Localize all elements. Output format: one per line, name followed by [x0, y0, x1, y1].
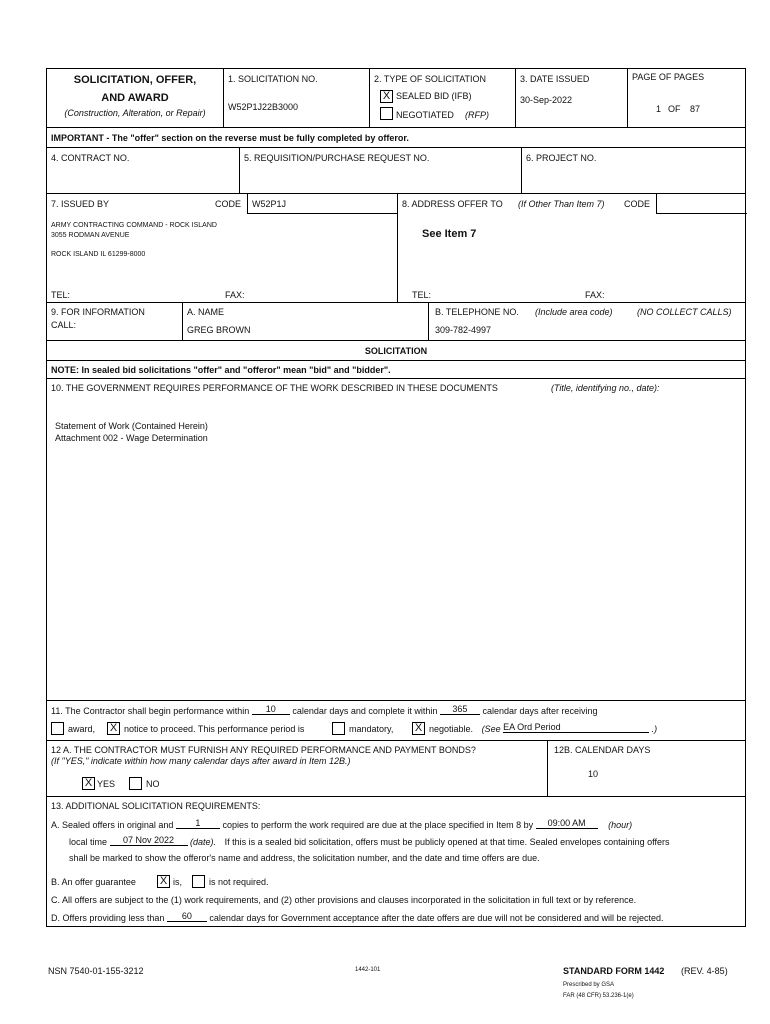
negotiated-checkbox[interactable]	[380, 107, 393, 120]
contact-name-cell	[182, 303, 428, 340]
bid-note: NOTE: In sealed bid solicitations "offer" and "offeror" mean "bid" and "bidder".	[51, 365, 391, 375]
address-offer-value: See Item 7	[422, 228, 477, 240]
item13a-line1	[51, 820, 632, 831]
bonds-yes-checkbox[interactable]: X	[82, 777, 95, 790]
contact-phone-note1: (Include area code)	[535, 307, 613, 317]
mandatory-label: mandatory,	[349, 724, 394, 734]
bonds-no-checkbox[interactable]	[129, 777, 142, 790]
address-offer-label: 8. ADDRESS OFFER TO	[402, 199, 503, 209]
item10-line2: Attachment 002 - Wage Determination	[55, 433, 208, 443]
footer-rev: (REV. 4-85)	[681, 966, 728, 976]
page-number: 1	[656, 104, 662, 114]
item13a-text5: shall be marked to show the offeror's name and address, the solicitation number, and the date and time offers are due.	[69, 853, 540, 863]
negotiated-label: NEGOTIATED	[396, 110, 454, 120]
see-close: .)	[651, 724, 658, 734]
calendar-days-label: 12B. CALENDAR DAYS	[554, 745, 651, 755]
page-total: 87	[690, 104, 701, 114]
item13c-text: C. All offers are subject to the (1) work requirements, and (2) other provisions and clauses incorporated in the solicitation in full text or by reference.	[51, 895, 637, 905]
item11-text1: 11. The Contractor shall begin performance within	[51, 706, 250, 716]
item13d-days[interactable]: 60	[167, 912, 207, 922]
bonds-no-label: NO	[146, 779, 160, 789]
guarantee-is-checkbox[interactable]: X	[157, 875, 170, 888]
issued-code-label: CODE	[215, 199, 242, 209]
footer-form: STANDARD FORM 1442	[563, 966, 665, 976]
issued-by-label: 7. ISSUED BY	[51, 199, 110, 209]
item13-label: 13. ADDITIONAL SOLICITATION REQUIREMENTS:	[51, 801, 261, 811]
footer-code: 1442-101	[355, 967, 381, 973]
item10-line1: Statement of Work (Contained Herein)	[55, 421, 208, 431]
item11-row	[46, 701, 746, 741]
solicitation-heading: SOLICITATION	[364, 346, 428, 356]
address-offer-cell	[397, 194, 746, 302]
sealed-bid-checkbox[interactable]: X	[380, 90, 393, 103]
bonds-yes-label: YES	[97, 779, 116, 789]
see-value[interactable]: EA Ord Period	[503, 723, 649, 733]
item13b-text1: B. An offer guarantee	[51, 877, 136, 887]
address-offer-code-box	[656, 194, 747, 214]
negotiable-checkbox[interactable]: X	[412, 722, 425, 735]
form-title-subtitle: (Construction, Alteration, or Repair)	[64, 108, 206, 118]
page-count-cell	[627, 69, 746, 127]
project-no-label: 6. PROJECT NO.	[526, 153, 597, 163]
issuer-tel-label: TEL:	[51, 290, 71, 300]
contact-phone-value: 309-782-4997	[435, 325, 492, 335]
page-count-label: PAGE OF PAGES	[632, 72, 705, 82]
project-cell	[521, 148, 746, 193]
form-title-line1: SOLICITATION, OFFER,	[73, 74, 197, 86]
contact-phone-note2: (NO COLLECT CALLS)	[637, 307, 732, 317]
item13a-time[interactable]: 09:00 AM	[536, 819, 598, 829]
issued-code-box	[247, 194, 397, 214]
item11-text	[51, 706, 598, 717]
negotiated-rfp: (RFP)	[465, 110, 489, 120]
item12a-note: (If "YES," indicate within how many calendar days after award in Item 12B.)	[51, 756, 351, 766]
solicitation-type-cell	[369, 69, 515, 127]
issuer-address-line1: ARMY CONTRACTING COMMAND - ROCK ISLAND	[51, 222, 217, 229]
mandatory-checkbox[interactable]	[332, 722, 345, 735]
item10-row	[46, 379, 746, 701]
sealed-bid-label: SEALED BID (IFB)	[396, 91, 472, 101]
item13a-text2: copies to perform the work required are due at the place specified in Item 8 by	[222, 820, 534, 830]
item12-row	[46, 741, 746, 797]
item13a-line2	[69, 837, 670, 848]
item13a-text3: local time	[69, 837, 108, 847]
important-row	[46, 128, 746, 148]
item11-begin-days[interactable]: 10	[252, 705, 290, 715]
contact-name-label: A. NAME	[187, 307, 225, 317]
offer-tel-label: TEL:	[412, 290, 432, 300]
address-offer-code-label: CODE	[624, 199, 651, 209]
solicitation-no-cell	[223, 69, 369, 127]
issuer-fax-label: FAX:	[225, 290, 245, 300]
guarantee-is-label: is,	[173, 877, 182, 887]
issued-code-value: W52P1J	[252, 199, 287, 209]
contact-phone-label: B. TELEPHONE NO.	[435, 307, 519, 317]
contract-no-label: 4. CONTRACT NO.	[51, 153, 130, 163]
item12a-label: 12 A. THE CONTRACTOR MUST FURNISH ANY REQUIRED PERFORMANCE AND PAYMENT BONDS?	[51, 745, 476, 755]
note-row	[46, 361, 746, 379]
item13-row	[46, 797, 746, 927]
negotiable-text	[429, 724, 657, 735]
item13a-text1: A. Sealed offers in original and	[51, 820, 174, 830]
item13d-line	[51, 913, 664, 924]
footer-nsn: NSN 7540-01-155-3212	[48, 966, 144, 976]
item13d-text1: D. Offers providing less than	[51, 913, 165, 923]
requisition-cell	[239, 148, 521, 193]
item11-text2: calendar days and complete it within	[292, 706, 438, 716]
calendar-days-cell	[547, 741, 746, 796]
ntp-checkbox[interactable]: X	[107, 722, 120, 735]
solicitation-type-label: 2. TYPE OF SOLICITATION	[374, 74, 487, 84]
solicitation-no-value: W52P1J22B3000	[228, 102, 299, 112]
contact-phone-cell	[428, 303, 746, 340]
issuer-address-line2: 3055 RODMAN AVENUE	[51, 232, 130, 239]
form-title-line2: AND AWARD	[101, 92, 169, 104]
info-call-label-1: 9. FOR INFORMATION	[51, 307, 145, 317]
item13a-hour: (hour)	[608, 820, 633, 830]
item13a-date-note: (date).	[190, 837, 217, 847]
date-issued-cell	[515, 69, 627, 127]
see-label: (See	[481, 724, 501, 734]
requisition-label: 5. REQUISITION/PURCHASE REQUEST NO.	[244, 153, 430, 163]
calendar-days-value: 10	[588, 769, 599, 779]
important-note: IMPORTANT - The "offer" section on the reverse must be fully completed by offeror.	[51, 133, 409, 143]
guarantee-not-checkbox[interactable]	[192, 875, 205, 888]
contract-row	[46, 148, 746, 194]
solicitation-form	[46, 68, 746, 927]
info-call-label-2: CALL:	[51, 320, 77, 330]
item13a-date[interactable]: 07 Nov 2022	[110, 836, 188, 846]
solicitation-heading-row	[46, 341, 746, 361]
item11-complete-days[interactable]: 365	[440, 705, 480, 715]
date-issued-label: 3. DATE ISSUED	[520, 74, 590, 84]
header-row	[46, 68, 746, 128]
ntp-label: notice to proceed. This performance period is	[124, 724, 305, 734]
guarantee-not-label: is not required.	[209, 877, 269, 887]
item13a-text4: If this is a sealed bid solicitation, offers must be publicly opened at that time. Sealed envelopes containing offers	[224, 837, 670, 847]
negotiable-label: negotiable.	[429, 724, 474, 734]
award-label: award,	[68, 724, 96, 734]
footer-far: FAR (48 CFR) 53.236-1(e)	[563, 993, 634, 999]
footer-prescribed: Prescribed by GSA	[563, 982, 615, 988]
address-offer-note: (If Other Than Item 7)	[518, 199, 605, 209]
info-call-row	[46, 303, 746, 341]
award-checkbox[interactable]	[51, 722, 64, 735]
page-of-label: OF	[668, 104, 681, 114]
issued-by-row	[46, 194, 746, 303]
item13d-text2: calendar days for Government acceptance after the date offers are due will not be considered and will be rejected.	[209, 913, 664, 923]
item10-label: 10. THE GOVERNMENT REQUIRES PERFORMANCE OF THE WORK DESCRIBED IN THESE DOCUMENTS	[51, 383, 498, 393]
item10-note: (Title, identifying no., date):	[551, 383, 660, 393]
item13a-copies[interactable]: 1	[176, 819, 220, 829]
date-issued-value: 30-Sep-2022	[520, 95, 573, 105]
contact-name-value: GREG BROWN	[187, 325, 251, 335]
solicitation-no-label: 1. SOLICITATION NO.	[228, 74, 318, 84]
offer-fax-label: FAX:	[585, 290, 605, 300]
issuer-address-line3: ROCK ISLAND IL 61299-8000	[51, 251, 146, 258]
item11-text3: calendar days after receiving	[482, 706, 598, 716]
